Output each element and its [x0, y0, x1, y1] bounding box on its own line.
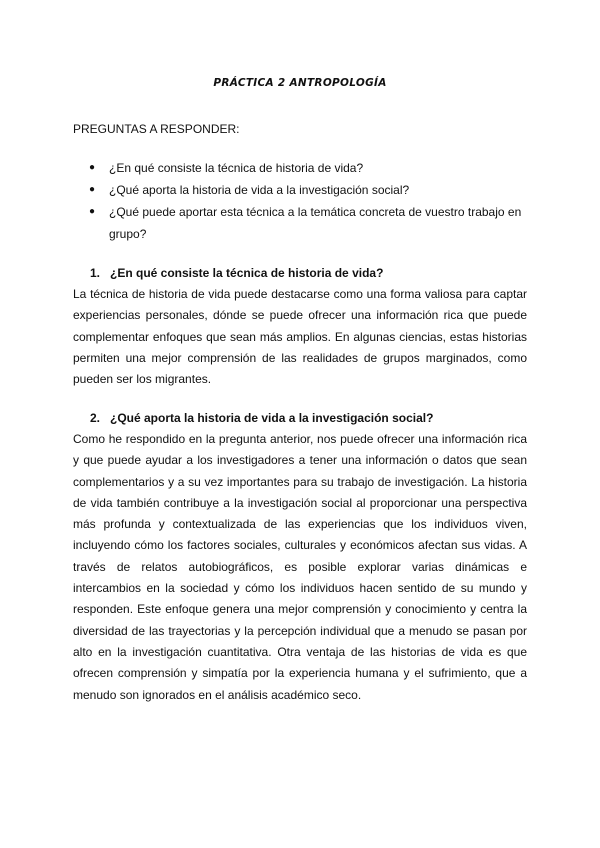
questions-list	[73, 157, 533, 245]
section-number: 2.	[89, 411, 100, 425]
question-text: ¿Qué aporta la historia de vida a la investigación social?	[109, 183, 410, 197]
section-1-heading	[73, 266, 383, 280]
questions-subtitle: PREGUNTAS A RESPONDER:	[73, 122, 240, 136]
section-heading-text: ¿En qué consiste la técnica de historia de vida?	[110, 266, 384, 280]
section-heading-text: ¿Qué aporta la historia de vida a la investigación social?	[110, 411, 434, 425]
bullet-icon: ●	[89, 184, 96, 195]
bullet-icon: ●	[89, 162, 96, 173]
list-item	[73, 201, 533, 245]
question-text: ¿En qué consiste la técnica de historia de vida?	[109, 161, 364, 175]
section-2-body: Como he respondido en la pregunta anterior, nos puede ofrecer una información rica y que puede ayudar a los investigadores a tener una información o datos que sean complementarios y a su vez importantes para su trabajo de investigación. La historia de vida también contribuye a la investigación social al proporcionar una perspectiva más profunda y contextualizada de las experiencias que los individuos viven, incluyendo cómo los factores sociales, culturales y económicos afectan sus vidas. A través de relatos autobiográficos, es posible explorar varias dinámicas e intercambios en la sociedad y cómo los individuos hacen sentido de su mundo y responden. Este enfoque genera una mejor comprensión y conocimiento y centra la diversidad de las trayectorias y la percepción individual que a menudo se pasan por alto en la investigación cuantitativa. Otra ventaja de las historias de vida es que ofrecen comprensión y simpatía por la experiencia humana y el sufrimiento, que a menudo son ignorados en el análisis académico seco.	[73, 432, 527, 702]
section-2-heading	[73, 411, 433, 425]
section-number: 1.	[89, 266, 100, 280]
question-text: ¿Qué puede aportar esta técnica a la temática concreta de vuestro trabajo en grupo?	[109, 205, 522, 241]
section-1-body: La técnica de historia de vida puede destacarse como una forma valiosa para captar experiencias personales, dónde se puede ofrecer una información rica que puede complementar enfoques que sean más amplios. En algunas ciencias, estas historias permiten una mejor comprensión de las realidades de grupos marginados, como pueden ser los migrantes.	[73, 287, 527, 387]
bullet-icon: ●	[89, 206, 96, 217]
list-item	[73, 157, 533, 179]
list-item	[73, 179, 533, 201]
document-title: PRÁCTICA 2 ANTROPOLOGÍA	[213, 77, 387, 89]
